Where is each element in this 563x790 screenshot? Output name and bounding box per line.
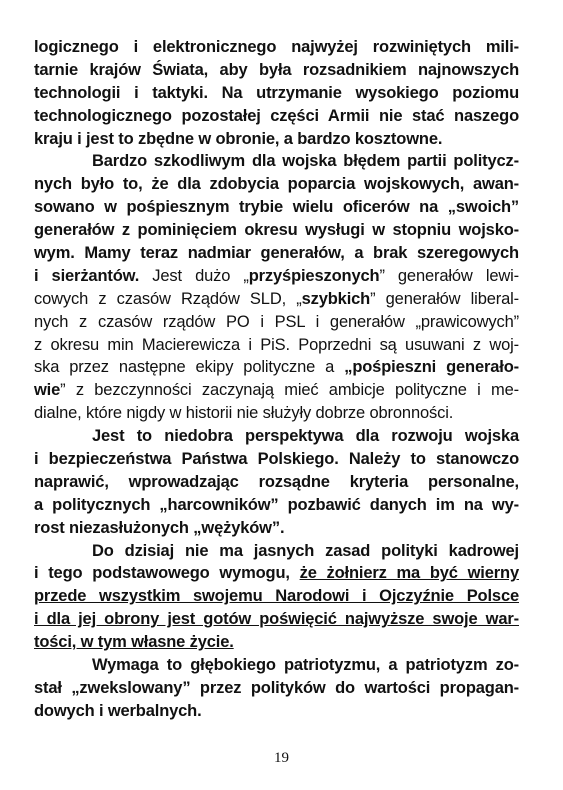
underlined-text: tości, w tym własne życie. bbox=[34, 633, 234, 652]
text-line bbox=[34, 608, 519, 631]
text-line: rost niezasłużonych „wężyków”. bbox=[34, 518, 285, 537]
text-line: Do dzisiaj nie ma jasnych zasad polityki kadrowej bbox=[92, 541, 519, 560]
text-line: ska przez następne ekipy polityczne a „pośpieszni generało- bbox=[34, 358, 520, 377]
text-line bbox=[34, 585, 519, 608]
text-line: z okresu min Macierewicza i PiS. Poprzedni są usuwani z woj- bbox=[34, 335, 519, 354]
text-line: generałów z pominięciem okresu wysługi w stopniu wojsko- bbox=[34, 221, 519, 240]
text-line bbox=[34, 631, 519, 654]
text-line: a politycznych „harcowników” pozbawić danych im na wy- bbox=[34, 495, 519, 514]
text-line: technologicznego pozostałej części Armii nie stać naszego bbox=[34, 106, 519, 125]
paragraph-5 bbox=[34, 654, 519, 723]
document-body bbox=[34, 36, 519, 723]
text-line: dowych i werbalnych. bbox=[34, 701, 202, 720]
text-line: Wymaga to głębokiego patriotyzmu, a patriotyzm zo- bbox=[92, 656, 519, 675]
text-line: nych było to, że dla zdobycia poparcia wojskowych, awan- bbox=[34, 175, 519, 194]
underlined-text: i dla jej obrony jest gotów poświęcić najwyższe swoje war- bbox=[34, 610, 519, 629]
text-line: dialne, które nigdy w historii nie służyły dobrze obronności. bbox=[34, 404, 454, 423]
paragraph-3 bbox=[34, 425, 519, 539]
underlined-text: że żołnierz ma być wierny bbox=[299, 564, 519, 583]
text-line: naprawić, wprowadzając rozsądne kryteria personalne, bbox=[34, 472, 519, 491]
text-line: tarnie krajów Świata, aby była rozsadnikiem najnowszych bbox=[34, 60, 519, 79]
text-line: Bardzo szkodliwym dla wojska błędem partii politycz- bbox=[92, 152, 519, 171]
paragraph-4 bbox=[34, 540, 519, 654]
text-line: Jest to niedobra perspektywa dla rozwoju wojska bbox=[92, 427, 519, 446]
text-line: wie” z bezczynności zaczynają mieć ambicje polityczne i me- bbox=[34, 381, 519, 400]
text-line: i bezpieczeństwa Państwa Polskiego. Należy to stanowczo bbox=[34, 450, 519, 469]
text-line: cowych z czasów Rządów SLD, „szybkich” generałów liberal- bbox=[34, 289, 519, 308]
underlined-text: przede wszystkim swojemu Narodowi i Ojczyźnie Polsce bbox=[34, 587, 519, 606]
text-line: nych z czasów rządów PO i PSL i generałów „prawicowych” bbox=[34, 312, 519, 331]
paragraph-1 bbox=[34, 36, 519, 150]
text-line: wym. Mamy teraz nadmiar generałów, a brak szeregowych bbox=[34, 244, 519, 263]
text-line: i tego podstawowego wymogu, że żołnierz ma być wierny bbox=[34, 564, 519, 583]
text-line: technologii i taktyki. Na utrzymanie wysokiego poziomu bbox=[34, 83, 519, 102]
paragraph-2 bbox=[34, 150, 519, 425]
text-line: sowano w pośpiesznym trybie wielu oficerów na „swoich” bbox=[34, 198, 519, 217]
text-line: i sierżantów. Jest dużo „przyśpieszonych” generałów lewi- bbox=[34, 266, 519, 285]
text-line: stał „zwekslowany” przez polityków do wartości propagan- bbox=[34, 678, 519, 697]
text-line: logicznego i elektronicznego najwyżej rozwiniętych mili- bbox=[34, 38, 519, 56]
text-line: kraju i jest to zbędne w obronie, a bardzo kosztowne. bbox=[34, 129, 443, 148]
page-number: 19 bbox=[274, 750, 289, 766]
